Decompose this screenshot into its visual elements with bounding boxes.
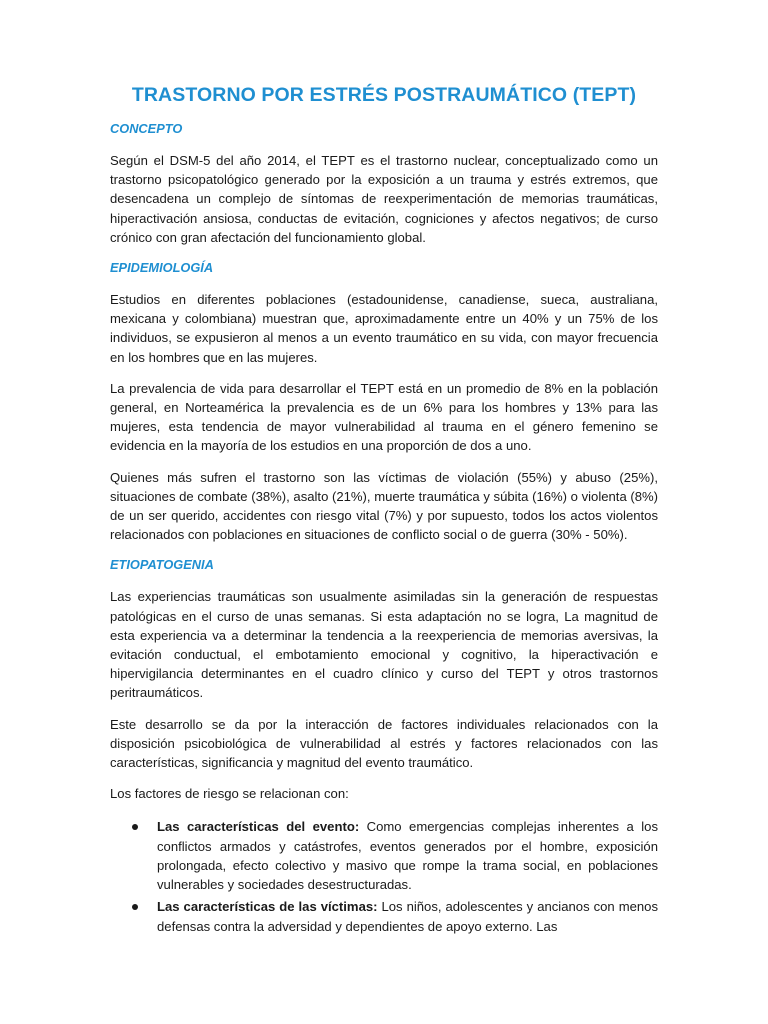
risk-factor-text: Como emergencias complejas inherentes a los conflictos armados y catástrofes, eventos generados por el hombre, exposición prolongada, efecto colectivo y masivo que rompe la trama social, en poblaciones vulnerables y sociedades desestructuradas. [157, 819, 658, 893]
document-page [110, 82, 658, 939]
risk-factor-term: Las características de las víctimas: [157, 899, 378, 915]
paragraph-etiopatogenia-3: Los factores de riesgo se relacionan con: [110, 786, 349, 802]
section-etiopatogenia [110, 556, 658, 935]
document-title: TRASTORNO POR ESTRÉS POSTRAUMÁTICO (TEPT) [131, 84, 637, 106]
section-epidemiologia [110, 259, 658, 544]
bullet-icon [132, 824, 138, 830]
paragraph-epidemiologia-1: Estudios en diferentes poblaciones (estadounidense, canadiense, sueca, australiana, mexicana y colombiana) muestran que, aproximadamente entre un 40% y un 75% de los individuos, se expusieron al menos a un evento traumático en su vida, con mayor frecuencia en los hombres que en las mujeres. [110, 292, 658, 365]
risk-factor-item [110, 897, 658, 935]
section-concepto [110, 120, 658, 247]
paragraph-concepto-1: Según el DSM-5 del año 2014, el TEPT es el trastorno nuclear, conceptualizado como un trastorno psicopatológico generado por la exposición a un trauma y estrés extremos, que desencadena un complejo de síntomas de reexperimentación de memorias traumáticas, hiperactivación ansiosa, conductas de evitación, cogniciones y afectos negativos; de curso crónico con gran afectación del funcionamiento global. [110, 153, 658, 245]
bullet-icon [132, 904, 138, 910]
risk-factor-term: Las características del evento: [157, 819, 360, 835]
risk-factor-item [110, 817, 658, 894]
paragraph-epidemiologia-3: Quienes más sufren el trastorno son las víctimas de violación (55%) y abuso (25%), situaciones de combate (38%), asalto (21%), muerte traumática y súbita (16%) o violenta (8%) de un ser querido, accidentes con riesgo vital (7%) y por supuesto, todos los actos violentos relacionados con poblaciones en situaciones de conflicto social o de guerra (30% - 50%). [110, 469, 659, 543]
paragraph-epidemiologia-2: La prevalencia de vida para desarrollar el TEPT está en un promedio de 8% en la población general, en Norteamérica la prevalencia es de un 6% para los hombres y 13% para las mujeres, esta tendencia de mayor vulnerabilidad al trauma en el género femenino se evidencia en la mayoría de los estudios en una proporción de dos a uno. [110, 380, 658, 454]
section-heading-epidemiologia: EPIDEMIOLOGÍA [110, 260, 214, 276]
risk-factor-text: Los niños, adolescentes y ancianos con menos defensas contra la adversidad y dependientes de apoyo externo. Las [157, 899, 658, 934]
paragraph-etiopatogenia-1: Las experiencias traumáticas son usualmente asimiladas sin la generación de respuestas patológicas en el curso de unas semanas. Si esta adaptación no se logra, La magnitud de esta experiencia va a determinar la tendencia a la reexperiencia de memorias aversivas, la evitación conductual, el embotamiento emocional y cognitivo, la hiperactivación e hipervigilancia determinantes en el cuadro clínico y curso del TEPT y otros trastornos peritraumáticos. [110, 589, 658, 701]
section-heading-etiopatogenia: ETIOPATOGENIA [110, 557, 214, 573]
section-heading-concepto: CONCEPTO [110, 121, 183, 136]
risk-factor-list [110, 817, 658, 935]
paragraph-etiopatogenia-2: Este desarrollo se da por la interacción de factores individuales relacionados con la disposición psicobiológica de vulnerabilidad al estrés y factores relacionados con las características, significancia y magnitud del evento traumático. [110, 716, 658, 771]
